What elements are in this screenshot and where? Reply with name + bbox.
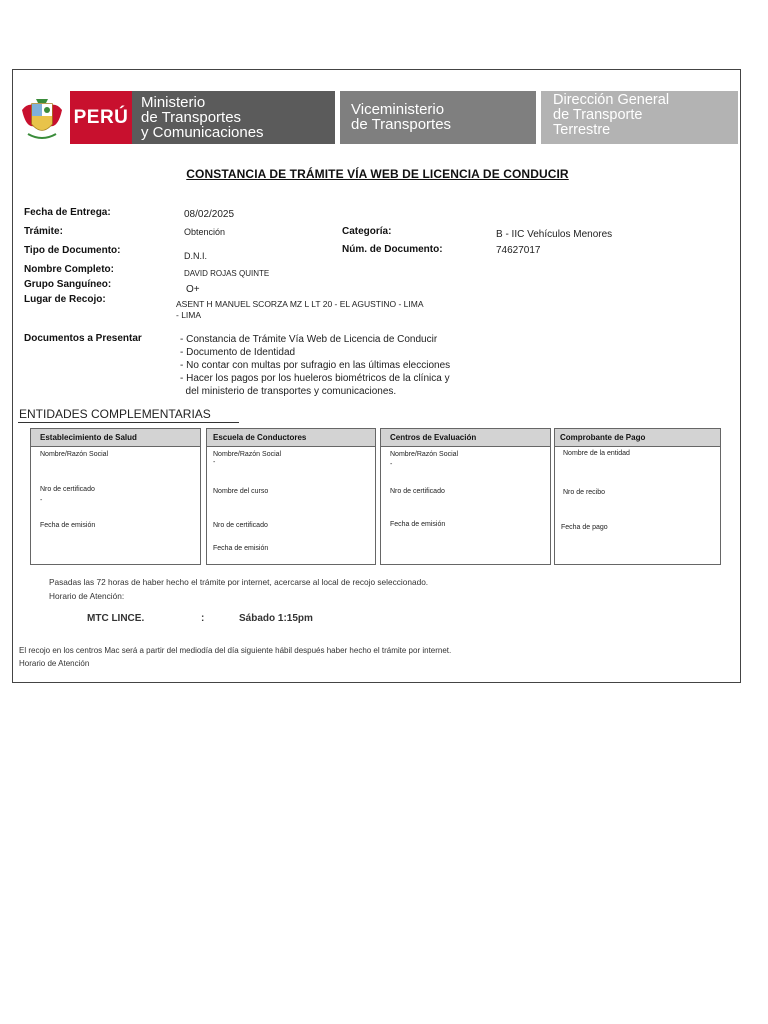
escuela-fecha: Fecha de emisión (213, 545, 269, 552)
tipo-documento-value: D.N.I. (184, 251, 208, 261)
schedule-time: Sábado 1:15pm (239, 613, 313, 624)
note-mac-centers: El recojo en los centros Mac será a partir del mediodía del día siguiente hábil después haber hecho el trámite por internet. (19, 646, 452, 655)
salud-fecha: Fecha de emisión (40, 522, 96, 529)
grupo-sanguineo-value: O+ (186, 284, 200, 295)
entities-title: ENTIDADES COMPLEMENTARIAS (19, 407, 211, 421)
schedule-place: MTC LINCE. (87, 613, 145, 624)
escuela-header: Escuela de Conductores (207, 429, 375, 447)
escuela-nombre-value: - (213, 459, 216, 466)
lugar-recojo-label: Lugar de Recojo: (24, 294, 106, 305)
salud-certificado-value: - (40, 497, 43, 504)
pago-box (554, 428, 721, 565)
documents-label: Documentos a Presentar (24, 333, 142, 344)
escuela-nombre: Nombre/Razón Social (213, 451, 282, 458)
direction-line-3: Terrestre (553, 122, 611, 138)
centros-nombre-value: - (390, 461, 393, 468)
document-item: - Documento de Identidad (180, 347, 296, 358)
vice-ministry-line-1: Viceministerio (351, 101, 445, 118)
salud-certificado: Nro de certificado (40, 486, 95, 493)
centros-certificado: Nro de certificado (390, 488, 445, 495)
lugar-recojo-value-line-1: ASENT H MANUEL SCORZA MZ L LT 20 - EL AGUSTINO - LIMA (176, 299, 424, 309)
salud-box (30, 428, 201, 565)
schedule-separator: : (201, 613, 205, 624)
document-sheet (12, 69, 741, 683)
note-hours-footer: Horario de Atención (19, 659, 90, 668)
num-documento-value: 74627017 (496, 245, 541, 256)
tipo-documento-label: Tipo de Documento: (24, 245, 121, 256)
note-hours-label: Horario de Atención: (49, 591, 125, 601)
document-item: - No contar con multas por sufragio en las últimas elecciones (180, 360, 451, 371)
centros-box (380, 428, 551, 565)
vice-ministry-banner (340, 91, 536, 144)
num-documento-label: Núm. de Documento: (342, 244, 443, 255)
tramite-value: Obtención (184, 227, 226, 237)
pago-recibo: Nro de recibo (563, 489, 606, 496)
lugar-recojo-value-line-2: - LIMA (176, 310, 202, 320)
ministry-line-1: Ministerio (141, 94, 206, 111)
centros-fecha: Fecha de emisión (390, 521, 446, 528)
centros-header: Centros de Evaluación (381, 429, 550, 447)
grupo-sanguineo-label: Grupo Sanguíneo: (24, 279, 112, 290)
document-title: CONSTANCIA DE TRÁMITE VÍA WEB DE LICENCIA DE CONDUCIR (186, 167, 569, 181)
note-pickup: Pasadas las 72 horas de haber hecho el trámite por internet, acercarse al local de recojo seleccionado. (49, 577, 429, 587)
fecha-entrega-value: 08/02/2025 (184, 209, 235, 220)
document-item: del ministerio de transportes y comunicaciones. (180, 386, 397, 397)
categoria-value: B - IIC Vehículos Menores (496, 229, 613, 240)
escuela-certificado: Nro de certificado (213, 522, 268, 529)
categoria-label: Categoría: (342, 226, 392, 237)
escuela-box (206, 428, 376, 565)
direction-banner (541, 91, 738, 144)
nombre-completo-label: Nombre Completo: (24, 264, 114, 275)
entities-divider (18, 422, 239, 423)
vice-ministry-line-2: de Transportes (351, 116, 452, 133)
document-item: - Hacer los pagos por los hueleros biométricos de la clínica y (180, 373, 450, 384)
salud-header: Establecimiento de Salud (31, 429, 200, 447)
nombre-completo-value: DAVID ROJAS QUINTE (184, 269, 270, 278)
centros-nombre: Nombre/Razón Social (390, 451, 459, 458)
direction-line-2: de Transporte (553, 107, 643, 123)
direction-line-1: Dirección General (553, 92, 670, 108)
tramite-label: Trámite: (24, 226, 63, 237)
pago-header: Comprobante de Pago (555, 429, 720, 447)
national-seal-icon (18, 96, 66, 142)
ministry-line-2: de Transportes (141, 109, 242, 126)
peru-brand: PERÚ (70, 91, 132, 144)
salud-nombre: Nombre/Razón Social (40, 451, 109, 458)
pago-entidad: Nombre de la entidad (563, 450, 630, 457)
documents-list (180, 333, 450, 398)
ministry-line-3: y Comunicaciones (141, 124, 264, 141)
pago-fecha: Fecha de pago (561, 524, 608, 531)
document-item: - Constancia de Trámite Vía Web de Licencia de Conducir (180, 334, 438, 345)
ministry-banner (132, 91, 335, 144)
escuela-curso: Nombre del curso (213, 488, 269, 495)
fecha-entrega-label: Fecha de Entrega: (24, 207, 111, 218)
